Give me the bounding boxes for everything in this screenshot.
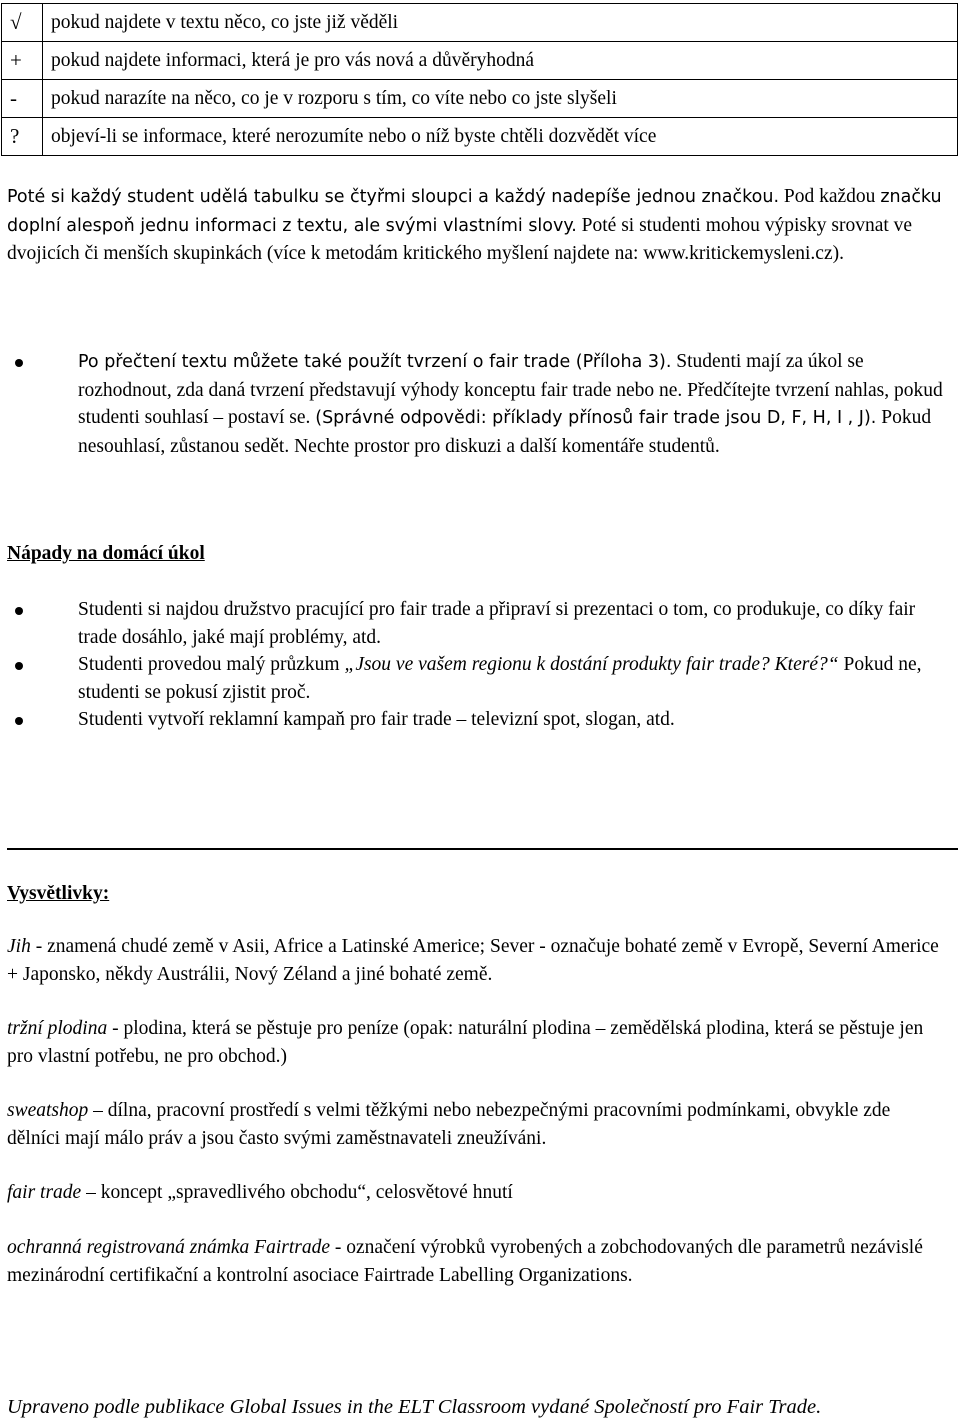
glossary-heading: Vysvětlivky:: [7, 883, 110, 904]
bullet-text: Předčítejte tvrzení nahlas, pokud studenti souhlasí – postaví se.: [78, 379, 943, 428]
bullet-text: Pokud ne, studenti se pokusí zjistit proč.: [78, 654, 922, 703]
homework-list: [7, 596, 955, 734]
glossary-term: tržní plodina: [7, 1018, 108, 1039]
survey-question: „Jsou ve vašem regionu k dostání produkty fair trade? Které?“: [344, 654, 839, 675]
instructions-paragraph: [7, 183, 957, 268]
paragraph-text: Pod každou: [783, 186, 876, 207]
legend-symbol: -: [2, 80, 43, 118]
symbol-legend-table: [1, 3, 958, 156]
table-row: [2, 42, 958, 80]
glossary-entry-fair-trade: [7, 1179, 947, 1207]
bullet-text: Studenti si najdou družstvo pracující pro fair trade a připraví si prezentaci o tom, co produkuje, co díky fair trade dosáhlo, jaké mají problémy, atd.: [78, 599, 916, 648]
glossary-definition: - označení výrobků vyrobených a zobchodovaných dle parametrů nezávislé mezinárodní certifikační a kontrolní asociace Fairtrade Labelling Organizations.: [7, 1237, 923, 1286]
bullet-text: Po přečtení textu můžete také použít tvrzení o fair trade (Příloha 3).: [78, 352, 672, 372]
legend-text: pokud narazíte na něco, co je v rozporu s tím, co víte nebo co jste slyšeli: [43, 80, 958, 118]
bullet-text: Studenti vytvoří reklamní kampaň pro fair trade – televizní spot, slogan, atd.: [78, 709, 675, 730]
paragraph-text: Poté si každý student udělá tabulku se čtyřmi sloupci a každý nadepíše jednou značkou.: [7, 187, 780, 207]
glossary-definition: - plodina, která se pěstuje pro peníze (opak: naturální plodina – zemědělská plodina, která se pěstuje jen pro vlastní potřebu, ne pro obchod.): [7, 1018, 924, 1067]
glossary-definition: – dílna, pracovní prostředí s velmi těžkými nebo nebezpečnými pracovními podmínkami, obvykle zde dělníci mají málo práv a jsou často svými zaměstnavateli zneužíváni.: [7, 1100, 891, 1149]
homework-heading: Nápady na domácí úkol: [7, 543, 205, 564]
bullet-icon: [15, 607, 23, 615]
table-row: [2, 4, 958, 42]
legend-symbol: ?: [2, 118, 43, 156]
glossary-term: fair trade: [7, 1182, 82, 1203]
legend-symbol: √: [2, 4, 43, 42]
glossary-entry-jih: [7, 933, 947, 988]
glossary-term: ochranná registrovaná známka Fairtrade: [7, 1237, 330, 1258]
bullet-icon: [15, 359, 23, 367]
list-item: [7, 348, 955, 460]
table-row: [2, 118, 958, 156]
source-note: Upraveno podle publikace Global Issues in the ELT Classroom vydané Společností pro Fair Trade.: [7, 1396, 822, 1418]
fair-trade-claims-list: [7, 348, 955, 460]
paragraph-text: Poté si studenti mohou výpisky srovnat ve dvojicích či menších skupinkách (více k metodám kritického myšlení najdete na: www.kritickemysleni.cz).: [7, 214, 913, 264]
bullet-text: (Správné odpovědi: příklady přínosů fair trade jsou D, F, H, I , J).: [315, 408, 877, 428]
bullet-text: Pokud nesouhlasí, zůstanou sedět.: [78, 407, 932, 457]
glossary-entry-trzni-plodina: [7, 1015, 947, 1070]
legend-symbol: +: [2, 42, 43, 80]
bullet-text: Studenti mají za úkol se rozhodnout, zda daná tvrzení představují výhody konceptu fair trade nebo ne.: [78, 351, 864, 401]
glossary-entry-sweatshop: [7, 1097, 947, 1152]
glossary-definition: – koncept „spravedlivého obchodu“, celosvětové hnutí: [81, 1182, 513, 1203]
legend-text: objeví-li se informace, které nerozumíte nebo o níž byste chtěli dozvědět více: [43, 118, 958, 156]
glossary-entry-fairtrade-mark: [7, 1234, 947, 1289]
bullet-text: Nechte prostor pro diskuzi a další komentáře studentů.: [294, 435, 720, 457]
list-item: [7, 596, 955, 651]
bullet-text: Studenti provedou malý průzkum: [78, 654, 345, 675]
bullet-icon: [15, 717, 23, 725]
bullet-icon: [15, 662, 23, 670]
list-item: [7, 651, 955, 706]
glossary-term: Jih: [7, 936, 31, 957]
paragraph-text: značku doplní alespoň jednu informaci z textu, ale svými vlastními slovy.: [7, 187, 942, 236]
section-divider: [7, 848, 958, 850]
legend-text: pokud najdete informaci, která je pro vás nová a důvěryhodná: [43, 42, 958, 80]
glossary-term: sweatshop: [7, 1100, 89, 1121]
glossary-definition: - znamená chudé země v Asii, Africe a Latinské Americe; Sever - označuje bohaté země v Evropě, Severní Americe + Japonsko, někdy Austrálii, Nový Zéland a jiné bohaté země.: [7, 936, 939, 985]
legend-text: pokud najdete v textu něco, co jste již věděli: [43, 4, 958, 42]
list-item: [7, 706, 955, 734]
table-row: [2, 80, 958, 118]
